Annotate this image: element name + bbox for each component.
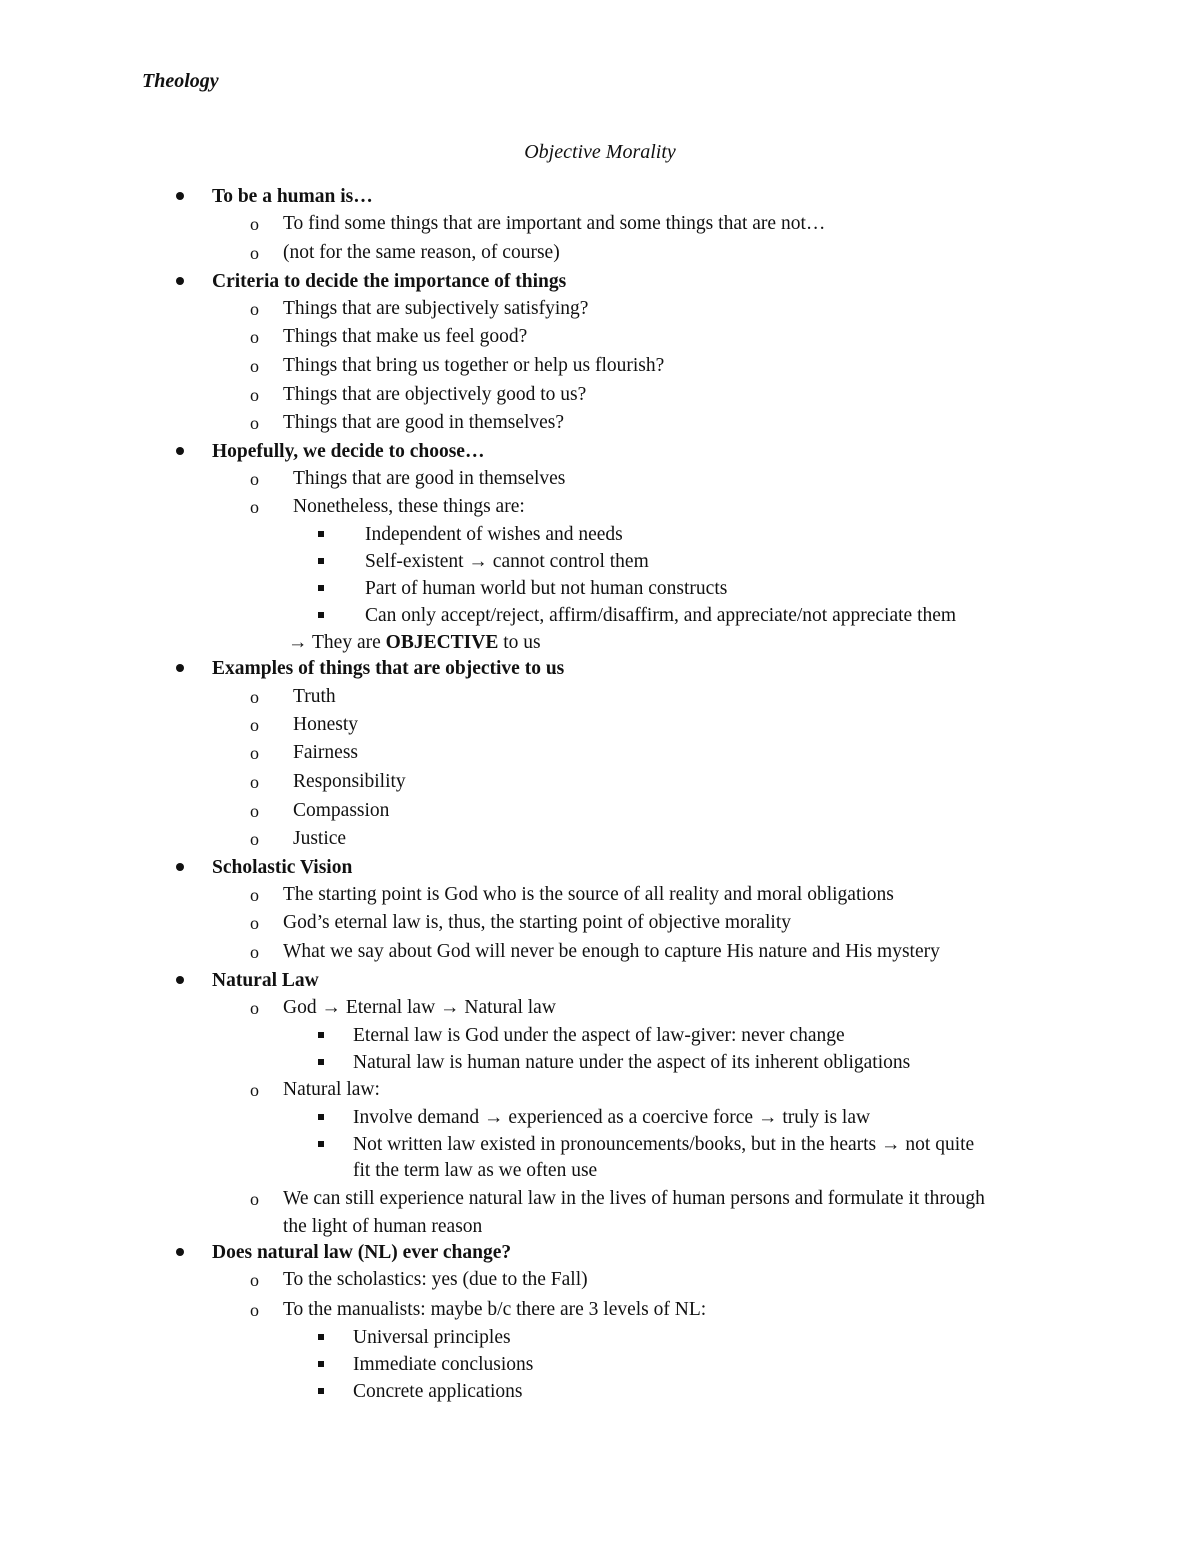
objective-note (288, 629, 541, 656)
square-bullet-marker (318, 612, 324, 618)
section-heading: Natural Law (212, 970, 319, 991)
bullet-marker (176, 447, 184, 455)
note-text: They are (307, 632, 386, 653)
list-item: Things that bring us together or help us flourish? (283, 355, 665, 376)
list-item: Immediate conclusions (353, 1354, 534, 1375)
list-item: Universal principles (353, 1327, 511, 1348)
note-text: to us (498, 632, 541, 653)
sub-bullet-marker: o (250, 243, 259, 263)
bullet-marker (176, 1248, 184, 1256)
list-item: Can only accept/reject, affirm/disaffirm, and appreciate/not appreciate them (365, 605, 957, 626)
document-header: Theology (142, 70, 219, 92)
list-item: Involve demand → experienced as a coercive force → truly is law (353, 1107, 871, 1128)
list-item: To the scholastics: yes (due to the Fall) (283, 1269, 588, 1290)
bullet-marker (176, 277, 184, 285)
list-item: Eternal law is God under the aspect of law-giver: never change (353, 1025, 845, 1046)
list-item: Concrete applications (353, 1381, 523, 1402)
section-heading: To be a human is… (212, 186, 373, 207)
square-bullet-marker (318, 1388, 324, 1394)
sub-bullet-marker: o (250, 214, 259, 234)
list-item: To the manualists: maybe b/c there are 3 levels of NL: (283, 1299, 707, 1320)
list-item: Natural law is human nature under the aspect of its inherent obligations (353, 1052, 911, 1073)
list-item: Natural law: (283, 1079, 380, 1100)
list-item: Fairness (293, 742, 358, 763)
square-bullet-marker (318, 1114, 324, 1120)
section-heading: Criteria to decide the importance of things (212, 271, 567, 292)
list-item: The starting point is God who is the source of all reality and moral obligations (283, 884, 894, 905)
square-bullet-marker (318, 1141, 324, 1147)
list-item: Independent of wishes and needs (365, 524, 623, 545)
sub-bullet-marker: o (250, 497, 259, 517)
list-item: Things that are good in themselves? (283, 412, 565, 433)
square-bullet-marker (318, 531, 324, 537)
bullet-marker (176, 976, 184, 984)
arrow-icon: → (288, 632, 308, 653)
sub-bullet-marker: o (250, 469, 259, 489)
list-item: What we say about God will never be enough to capture His nature and His mystery (283, 941, 940, 962)
sub-bullet-marker: o (250, 743, 259, 763)
list-item: Part of human world but not human constructs (365, 578, 728, 599)
square-bullet-marker (318, 1334, 324, 1340)
list-item: God → Eternal law → Natural law (283, 997, 556, 1018)
document-title: Objective Morality (524, 141, 676, 163)
sub-bullet-marker: o (250, 913, 259, 933)
sub-bullet-marker: o (250, 1080, 259, 1100)
square-bullet-marker (318, 1032, 324, 1038)
list-item: Things that make us feel good? (283, 326, 528, 347)
sub-bullet-marker: o (250, 413, 259, 433)
list-item: Compassion (293, 800, 390, 821)
list-item: Things that are good in themselves (293, 468, 566, 489)
sub-bullet-marker: o (250, 885, 259, 905)
square-bullet-marker (318, 1361, 324, 1367)
list-item: Things that are objectively good to us? (283, 384, 587, 405)
list-item: God’s eternal law is, thus, the starting point of objective morality (283, 912, 791, 933)
list-item: Self-existent → cannot control them (365, 551, 649, 572)
square-bullet-marker (318, 1059, 324, 1065)
list-item: Honesty (293, 714, 358, 735)
sub-bullet-marker: o (250, 801, 259, 821)
sub-bullet-marker: o (250, 687, 259, 707)
list-item: We can still experience natural law in the lives of human persons and formulate it through (283, 1188, 985, 1209)
sub-bullet-marker: o (250, 829, 259, 849)
sub-bullet-marker: o (250, 1270, 259, 1290)
sub-bullet-marker: o (250, 327, 259, 347)
note-emphasis: OBJECTIVE (385, 632, 499, 653)
sub-bullet-marker: o (250, 356, 259, 376)
list-item: (not for the same reason, of course) (283, 242, 560, 263)
sub-bullet-marker: o (250, 1300, 259, 1320)
bullet-marker (176, 664, 184, 672)
section-heading: Scholastic Vision (212, 857, 353, 878)
list-item-continuation: fit the term law as we often use (353, 1160, 598, 1181)
list-item: Not written law existed in pronouncements/books, but in the hearts → not quite (353, 1134, 975, 1155)
section-heading: Hopefully, we decide to choose… (212, 441, 485, 462)
sub-bullet-marker: o (250, 715, 259, 735)
list-item: Justice (293, 828, 347, 849)
list-item: To find some things that are important and some things that are not… (283, 213, 826, 234)
section-heading: Does natural law (NL) ever change? (212, 1242, 512, 1263)
section-heading: Examples of things that are objective to us (212, 658, 565, 679)
bullet-marker (176, 192, 184, 200)
list-item: Things that are subjectively satisfying? (283, 298, 589, 319)
list-item: Nonetheless, these things are: (293, 496, 525, 517)
list-item: Responsibility (293, 771, 406, 792)
square-bullet-marker (318, 585, 324, 591)
bullet-marker (176, 863, 184, 871)
list-item: Truth (293, 686, 336, 707)
sub-bullet-marker: o (250, 942, 259, 962)
list-item-continuation: the light of human reason (283, 1216, 483, 1237)
sub-bullet-marker: o (250, 1189, 259, 1209)
sub-bullet-marker: o (250, 772, 259, 792)
square-bullet-marker (318, 558, 324, 564)
sub-bullet-marker: o (250, 385, 259, 405)
sub-bullet-marker: o (250, 299, 259, 319)
sub-bullet-marker: o (250, 998, 259, 1018)
